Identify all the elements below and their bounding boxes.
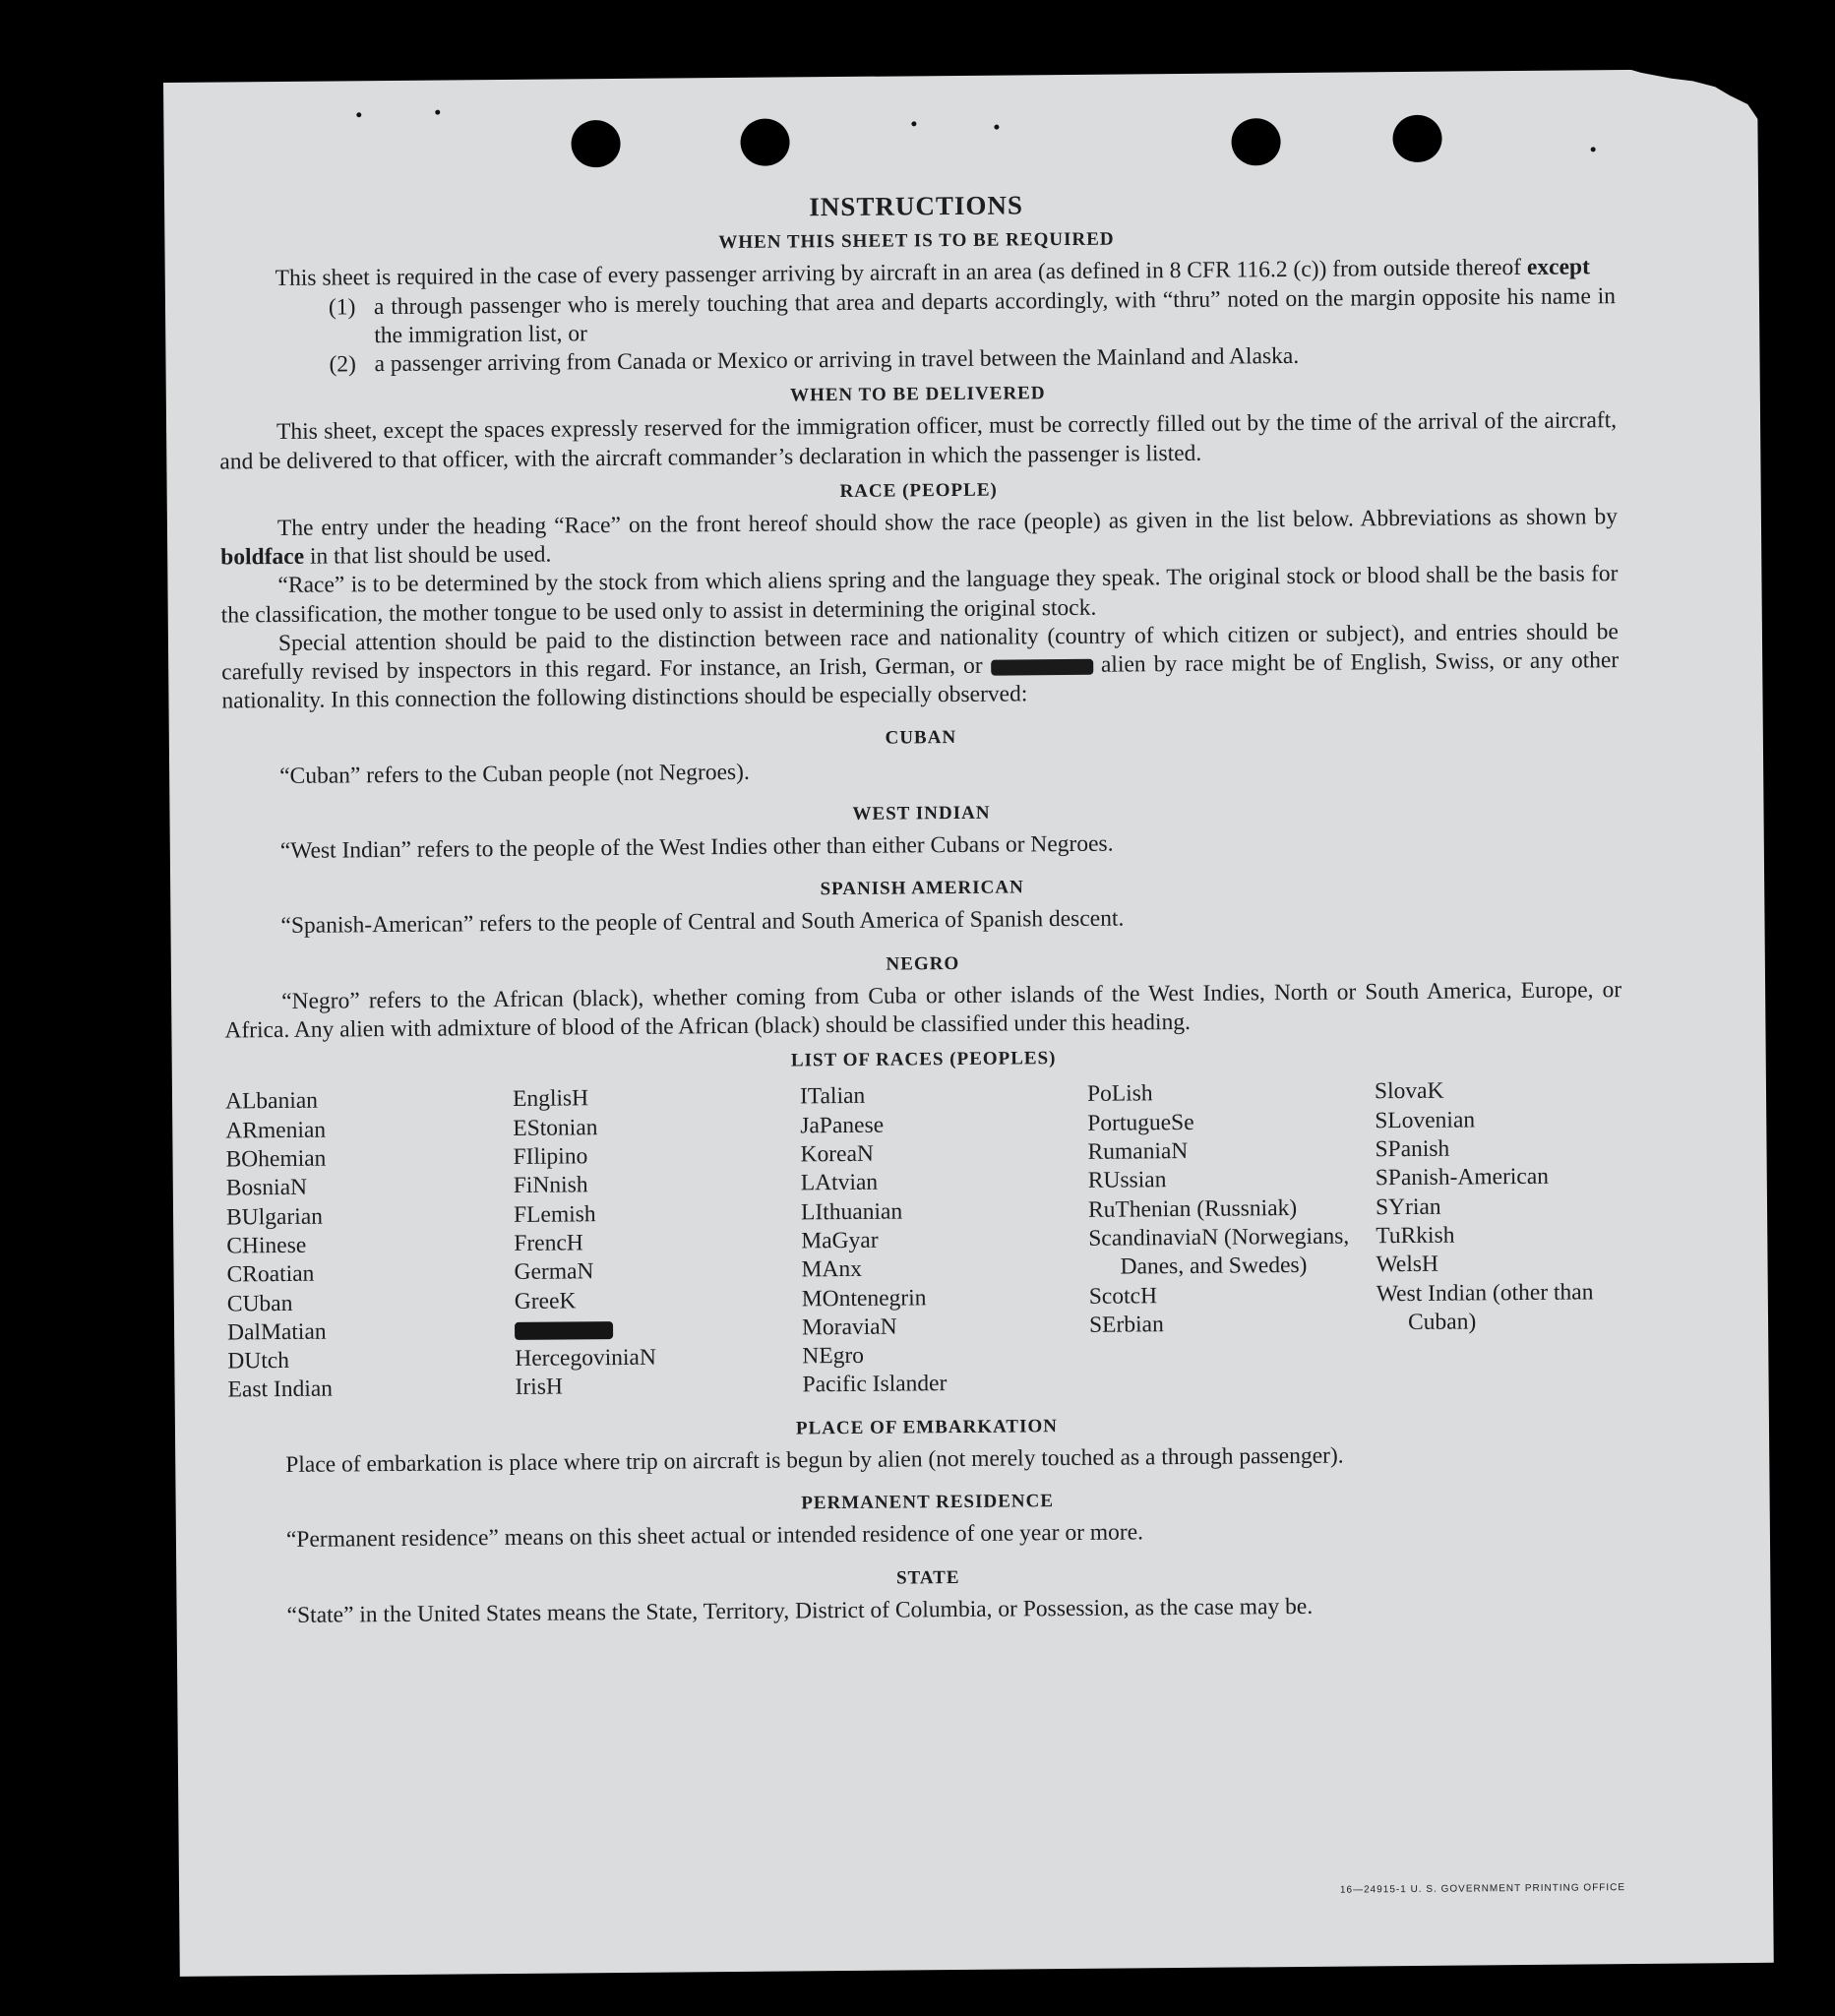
race-entry: DalMatian <box>226 1318 327 1346</box>
speck <box>1591 147 1596 152</box>
race-entry: East Indian <box>227 1376 334 1403</box>
race-entry-redacted <box>515 1313 802 1345</box>
race-entry: SlovaK <box>1374 1078 1444 1105</box>
race-entry: RumaniaN <box>1087 1138 1189 1165</box>
race-entry: SErbian <box>1088 1312 1164 1338</box>
race-entry: FIlipino <box>513 1143 588 1171</box>
paragraph-residence: “Permanent residence” means on this sheet actual or intended residence of one year or more. <box>285 1519 1144 1554</box>
redaction-mark <box>991 658 1093 675</box>
race-entry: MaGyar <box>801 1227 879 1254</box>
race-entry: LIthuanian <box>800 1198 903 1226</box>
paragraph-embarkation: Place of embarkation is place where trip on aircraft is begun by alien (not merely touched as a through passenger). <box>285 1442 1344 1478</box>
punch-hole <box>740 118 789 165</box>
printer-imprint: 16—24915-1 U. S. GOVERNMENT PRINTING OFFICE <box>1339 1882 1626 1896</box>
race-entry: RuThenian (Russniak) <box>1087 1194 1298 1223</box>
heading-when-required: WHEN THIS SHEET IS TO BE REQUIRED <box>718 228 1115 254</box>
heading-negro: NEGRO <box>886 952 960 975</box>
race-entry: FrencH <box>514 1230 583 1256</box>
paragraph-race-1: The entry under the heading “Race” on the front hereof should show the race (people) as given in the list below. Abbreviations as shown by boldface in that list should be used. <box>220 504 1619 571</box>
paragraph-delivered: This sheet, except the spaces expressly reserved for the immigration officer, must be correctly filled out by the time of the arrival of the aircraft, and be delivered to that officer, with the aircraft commander’s declaration in which the passenger is listed. <box>219 407 1618 475</box>
races-column <box>1375 1076 1633 1396</box>
race-entry: CHinese <box>226 1232 307 1259</box>
race-entry: PortugueSe <box>1087 1109 1194 1136</box>
paragraph-race-3: Special attention should be paid to the distinction between race and nationality (country of which citizen or subject), and entries should be carefully revised by inspectors in this regard. For instance, an Irish, German, or alien by race might be of English, Swiss, or any other nationality. In this connection the following distinctions should be especially observed: <box>221 618 1620 714</box>
race-entry: EnglisH <box>512 1085 589 1113</box>
race-entry: PoLish <box>1086 1080 1153 1108</box>
race-entry: KoreaN <box>800 1140 875 1168</box>
list-item: (1) a through passenger who is merely touching that area and departs accordingly, with “thru” noted on the margin opposite his name in the immigration list, or <box>328 282 1617 348</box>
punch-hole <box>1392 115 1441 162</box>
race-entry: SLovenian <box>1375 1107 1476 1134</box>
races-list <box>225 1076 1625 1406</box>
heading-race: RACE (PEOPLE) <box>839 479 998 502</box>
race-entry: LAtvian <box>800 1170 879 1196</box>
paragraph-required: This sheet is required in the case of every passenger arriving by aircraft in an area (as defined in 8 CFR 116.2 (c)) from outside thereof except <box>275 254 1590 292</box>
document-sheet <box>163 69 1774 1977</box>
heading-list-of-races: LIST OF RACES (PEOPLES) <box>790 1048 1057 1071</box>
heading-state: STATE <box>895 1566 960 1589</box>
race-entry: RUssian <box>1087 1167 1167 1194</box>
speck <box>994 125 999 130</box>
race-entry: West Indian (other than Cuban) <box>1376 1278 1594 1335</box>
list-item: (2) a passenger arriving from Canada or Mexico or arriving in travel between the Mainland and Alaska. <box>329 342 1300 378</box>
race-entry: MOntenegrin <box>801 1284 927 1312</box>
race-entry: ALbanian <box>224 1088 319 1115</box>
paragraph-cuban: “Cuban” refers to the Cuban people (not Negroes). <box>279 759 750 789</box>
heading-embarkation: PLACE OF EMBARKATION <box>795 1415 1059 1439</box>
paragraph-west-indian: “West Indian” refers to the people of the West Indies other than either Cubans or Negroes. <box>279 830 1114 865</box>
races-column <box>800 1080 1090 1400</box>
race-entry: NEgro <box>802 1342 865 1370</box>
paragraph-race-2: “Race” is to be determined by the stock from which aliens spring and the language they speak. The original stock or blood shall be the basis for the classification, the mother tongue to be used only to assist in determining the original stock. <box>220 561 1619 629</box>
race-entry: SPanish-American <box>1375 1164 1550 1191</box>
speck <box>356 112 361 117</box>
paragraph-state: “State” in the United States means the State, Territory, District of Columbia, or Possession, as the case may be. <box>286 1593 1314 1628</box>
race-entry: MoraviaN <box>801 1313 897 1341</box>
heading-west-indian: WEST INDIAN <box>852 802 991 825</box>
race-entry: ITalian <box>799 1083 866 1110</box>
race-entry: ARmenian <box>225 1117 327 1144</box>
punch-hole <box>1231 118 1280 165</box>
races-column <box>225 1085 516 1405</box>
race-entry: BUlgarian <box>225 1203 324 1231</box>
race-entry: BosniaN <box>225 1175 308 1201</box>
punch-hole <box>571 120 620 167</box>
torn-corner <box>1612 63 1760 123</box>
race-entry: CUban <box>226 1290 293 1317</box>
speck <box>911 121 916 126</box>
race-entry: FiNnish <box>513 1172 588 1199</box>
race-entry: DUtch <box>227 1348 290 1375</box>
race-entry: Pacific Islander <box>802 1371 948 1398</box>
race-entry: SPanish <box>1375 1135 1450 1163</box>
heading-cuban: CUBAN <box>885 727 957 750</box>
race-entry: BOhemian <box>225 1145 327 1173</box>
race-entry: ScandinaviaN (Norwegians, Danes, and Swedes) <box>1088 1223 1350 1280</box>
race-entry: WelsH <box>1376 1252 1439 1278</box>
race-entry: HercegoviniaN <box>515 1344 657 1373</box>
races-column <box>513 1083 803 1403</box>
paragraph-spanish-american: “Spanish-American” refers to the people of Central and South America of Spanish descent. <box>280 905 1125 940</box>
race-entry: MAnx <box>801 1256 863 1283</box>
race-entry: FLemish <box>513 1200 596 1228</box>
heading-spanish-american: SPANISH AMERICAN <box>820 877 1024 900</box>
race-entry: GreeK <box>514 1287 577 1314</box>
heading-residence: PERMANENT RESIDENCE <box>801 1491 1055 1514</box>
race-entry: TuRkish <box>1376 1222 1455 1250</box>
speck <box>435 110 440 115</box>
race-entry: EStonian <box>513 1114 598 1141</box>
races-column <box>1087 1078 1377 1398</box>
redaction-mark <box>515 1322 613 1341</box>
instructions-body <box>217 186 1627 1630</box>
race-entry: GermaN <box>514 1258 594 1286</box>
paragraph-negro: “Negro” refers to the African (black), whether coming from Cuba or other islands of the West Indies, North or South America, Europe, or Africa. Any alien with admixture of blood of the African (black) should be classified under this heading. <box>224 976 1622 1044</box>
race-entry: CRoatian <box>226 1260 315 1288</box>
race-entry: JaPanese <box>800 1112 885 1139</box>
page-title: INSTRUCTIONS <box>809 190 1024 222</box>
race-entry: SYrian <box>1375 1193 1441 1220</box>
race-entry: IrisH <box>515 1374 563 1401</box>
heading-when-delivered: WHEN TO BE DELIVERED <box>789 383 1046 406</box>
race-entry: ScotcH <box>1088 1282 1158 1310</box>
